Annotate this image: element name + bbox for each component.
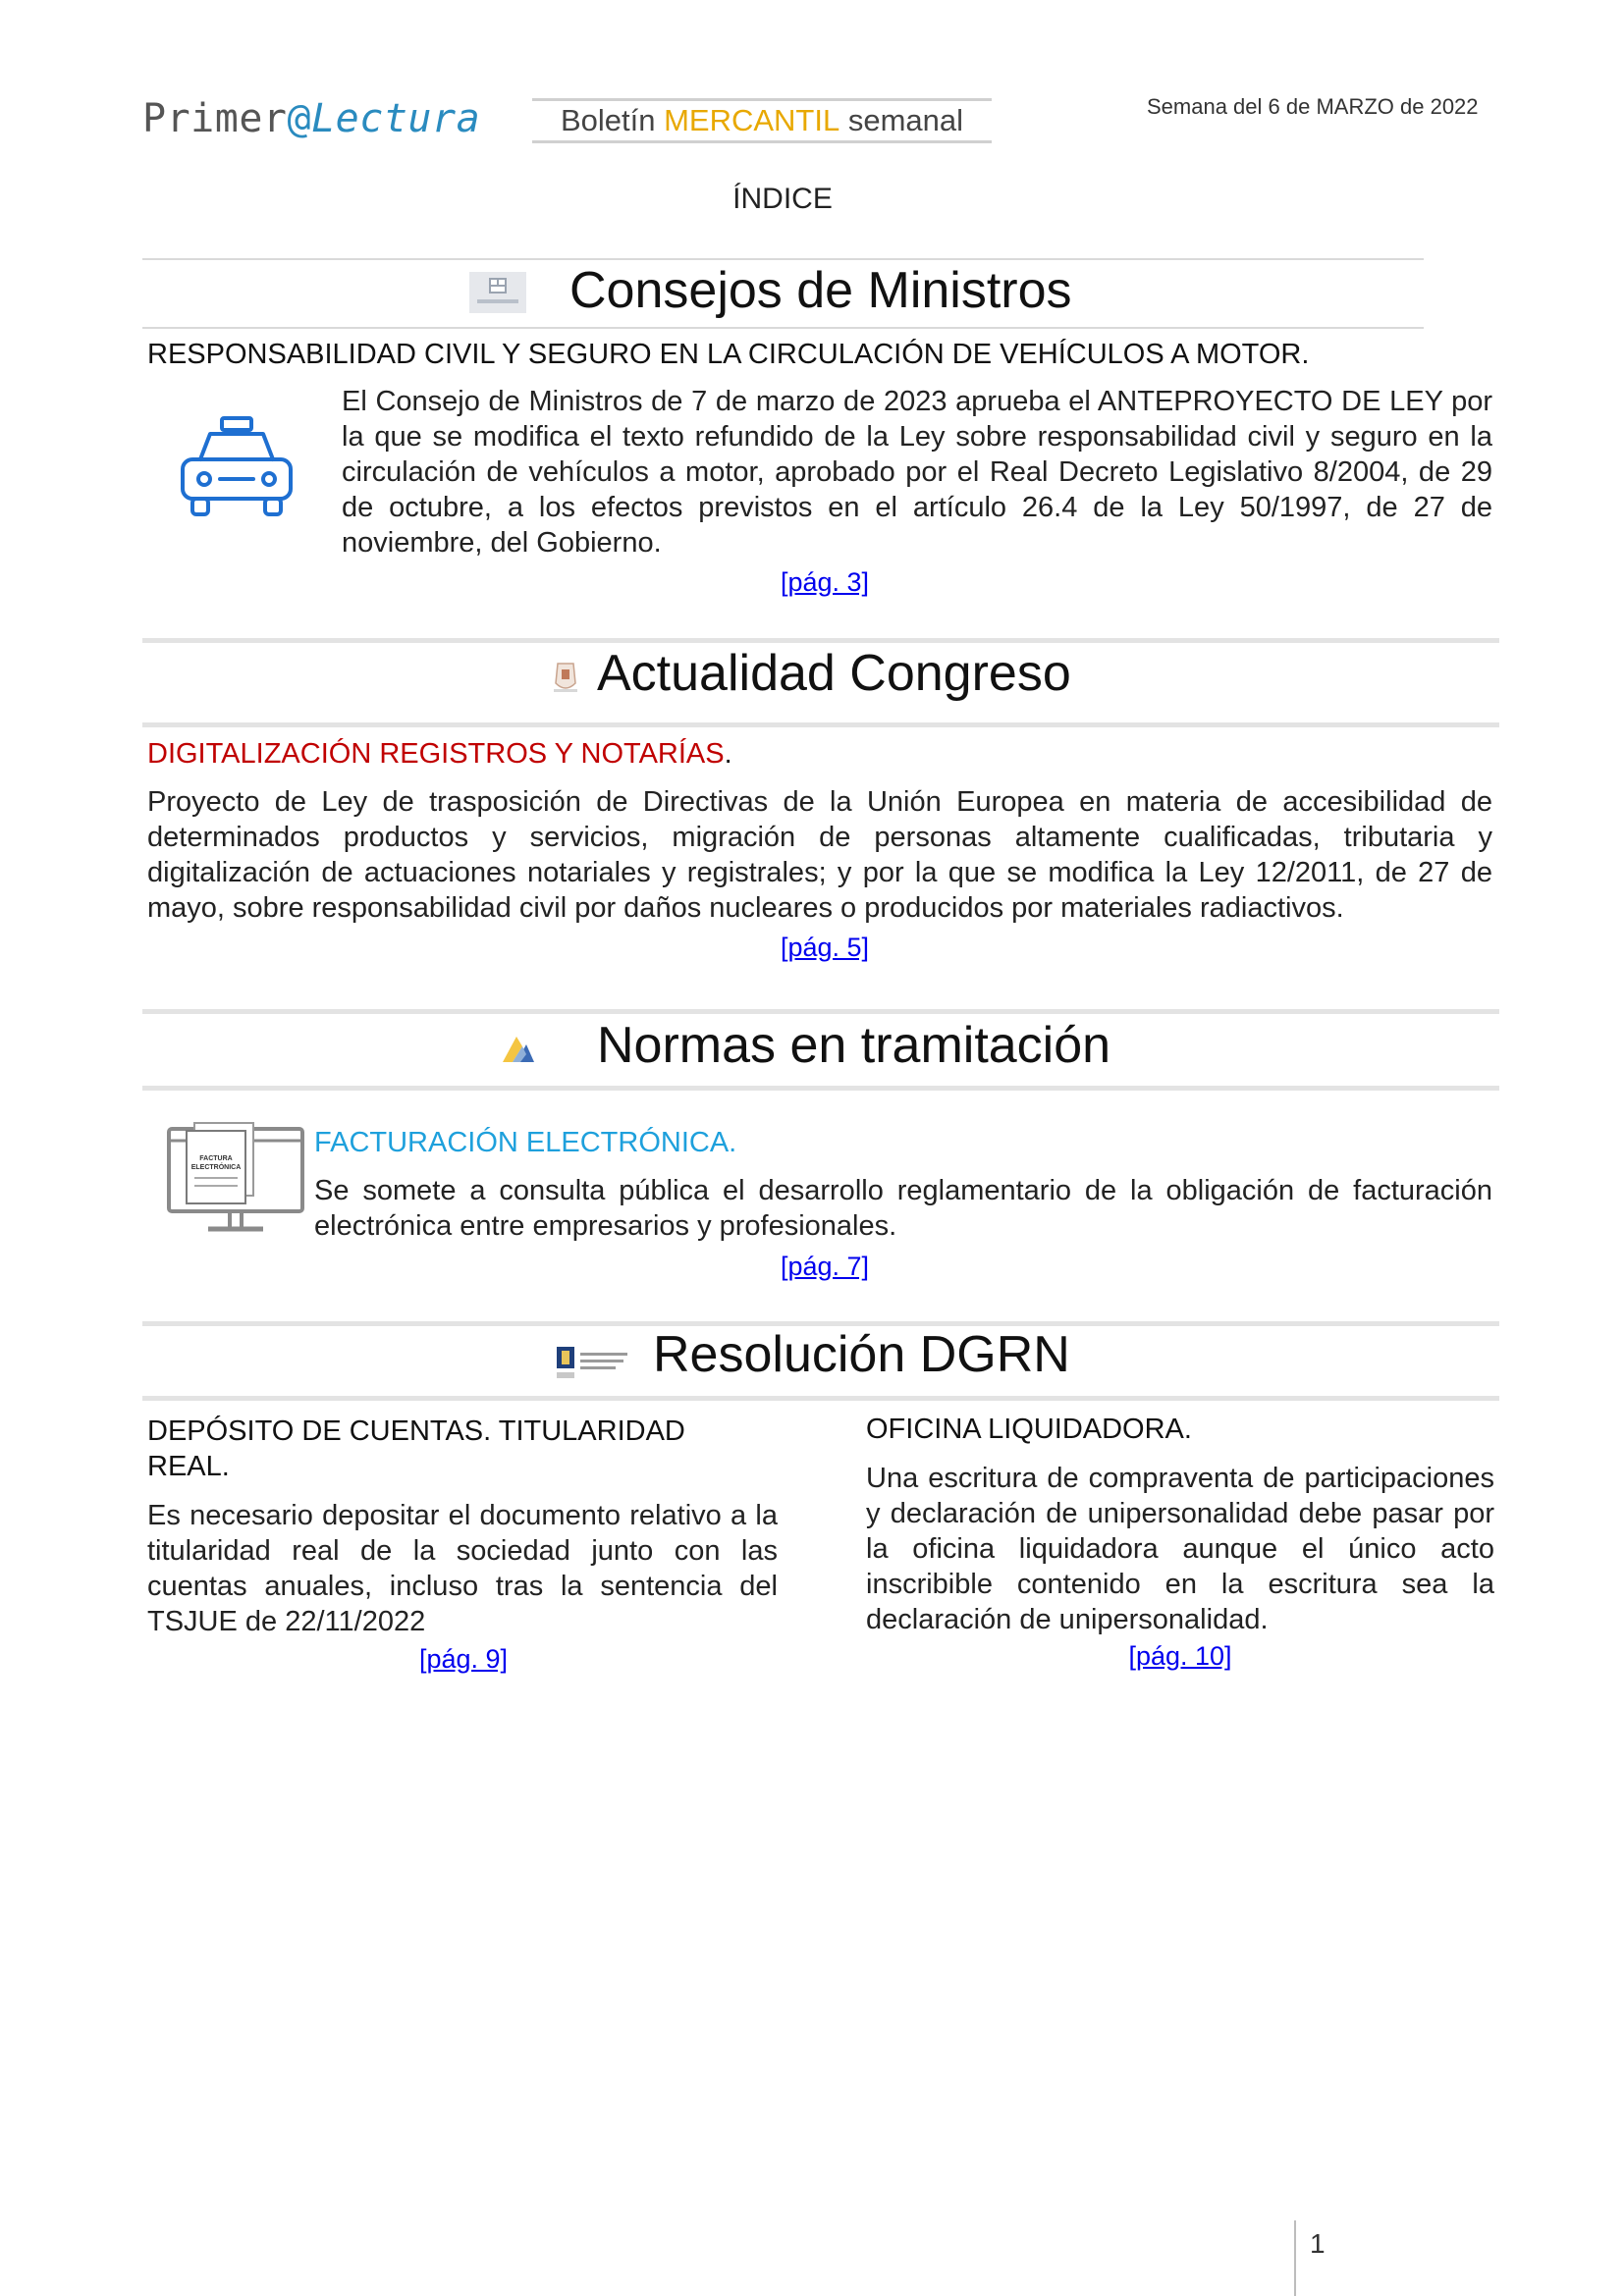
subhead-digitalizacion bbox=[147, 738, 732, 771]
paragraph-consejos: El Consejo de Ministros de 7 de marzo de 2023 aprueba el ANTEPROYECTO DE LEY por la que se modifica el texto refundido de la Ley sobre responsabilidad civil y seguro en la circulación de vehículos a motor, aprobado por el Real Decreto Legislativo 8/2004, de 29 de octubre, a los efectos previstos en el artículo 26.4 de la Ley 50/1997, de 27 de noviembre, del Gobierno. bbox=[342, 386, 1492, 559]
logo-at: @ bbox=[287, 96, 312, 141]
section-title-normas: Normas en tramitación bbox=[597, 1017, 1111, 1074]
subhead-responsabilidad: RESPONSABILIDAD CIVIL Y SEGURO EN LA CIRCULACIÓN DE VEHÍCULOS A MOTOR. bbox=[147, 339, 1310, 370]
invoice-icon-label-2: ELECTRÓNICA bbox=[190, 1164, 242, 1171]
section-title-dgrn: Resolución DGRN bbox=[653, 1326, 1070, 1383]
congress-crest-icon bbox=[548, 658, 583, 702]
subhead-deposito: DEPÓSITO DE CUENTAS. TITULARIDAD REAL. bbox=[147, 1415, 685, 1482]
page-link-9[interactable]: [pág. 9] bbox=[418, 1644, 509, 1674]
logo-part1: Primer bbox=[142, 96, 288, 141]
page-number: 1 bbox=[1310, 2228, 1326, 2259]
logo-part2: Lectura bbox=[311, 96, 481, 141]
car-icon bbox=[177, 412, 297, 525]
notary-council-logo-icon bbox=[555, 1343, 633, 1389]
divider bbox=[142, 258, 1424, 260]
invoice-icon-label bbox=[187, 1154, 245, 1172]
paragraph-oficina: Una escritura de compraventa de participaciones y declaración de unipersonalidad debe pasar por la oficina liquidadora aunque el único acto inscribible contenido en la escritura sea la declaración de unipersonalidad. bbox=[866, 1463, 1494, 1635]
page-link-3[interactable]: [pág. 3] bbox=[780, 567, 870, 597]
subhead-digitalizacion-text: DIGITALIZACIÓN REGISTROS Y NOTARÍAS bbox=[147, 738, 725, 770]
ministry-logo-icon bbox=[469, 272, 526, 318]
bulletin-post: semanal bbox=[839, 103, 964, 137]
paragraph-deposito: Es necesario depositar el documento relativo a la titularidad real de la sociedad junto con las cuentas anuales, incluso tras la sentencia del TSJUE de 22/11/2022 bbox=[147, 1500, 778, 1637]
bulletin-title bbox=[532, 98, 992, 143]
subhead-facturacion: FACTURACIÓN ELECTRÓNICA. bbox=[314, 1127, 737, 1158]
index-title: ÍNDICE bbox=[732, 183, 833, 215]
divider bbox=[142, 722, 1499, 727]
week-label: Semana del 6 de MARZO de 2022 bbox=[1147, 94, 1479, 119]
page-link-7[interactable]: [pág. 7] bbox=[780, 1252, 870, 1281]
section-title-consejos: Consejos de Ministros bbox=[569, 262, 1072, 319]
electronic-invoice-monitor-icon bbox=[165, 1119, 306, 1244]
bulletin-highlight: MERCANTIL bbox=[664, 103, 840, 137]
brand-logo bbox=[142, 96, 480, 141]
footer-divider bbox=[1294, 2220, 1296, 2296]
page-link-5[interactable]: [pág. 5] bbox=[780, 933, 870, 962]
divider bbox=[142, 638, 1499, 643]
divider bbox=[142, 1396, 1499, 1401]
invoice-icon-label-1: FACTURA bbox=[199, 1155, 233, 1162]
bulletin-pre: Boletín bbox=[560, 103, 665, 137]
section-title-congreso: Actualidad Congreso bbox=[597, 645, 1071, 702]
tax-agency-logo-icon bbox=[499, 1033, 538, 1071]
paragraph-congreso: Proyecto de Ley de trasposición de Directivas de la Unión Europea en materia de accesibilidad de determinados productos y servicios, migración de personas altamente cualificadas, tributaria y digitalización de actuaciones notariales y registrales; y por la que se modifica la Ley 12/2011, de 27 de mayo, sobre responsabilidad civil por daños nucleares o producidos por materiales radiactivos. bbox=[147, 786, 1492, 924]
divider bbox=[142, 1086, 1499, 1091]
divider bbox=[142, 1009, 1499, 1014]
subhead-oficina: OFICINA LIQUIDADORA. bbox=[866, 1414, 1192, 1445]
page-link-10[interactable]: [pág. 10] bbox=[1128, 1641, 1232, 1671]
divider bbox=[142, 327, 1424, 329]
subhead-digitalizacion-end: . bbox=[724, 738, 732, 770]
paragraph-normas: Se somete a consulta pública el desarrollo reglamentario de la obligación de facturación electrónica entre empresarios y profesionales. bbox=[314, 1175, 1492, 1242]
